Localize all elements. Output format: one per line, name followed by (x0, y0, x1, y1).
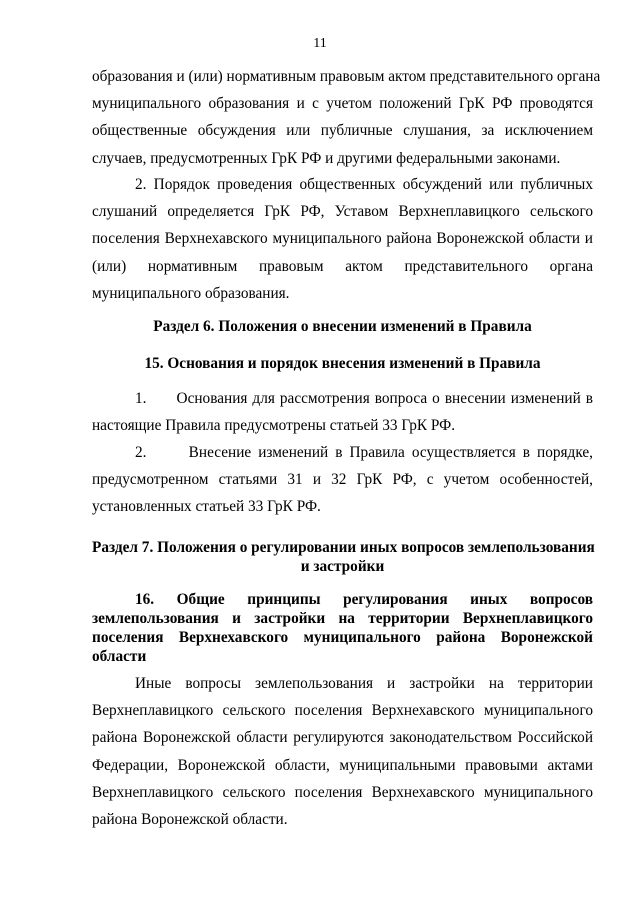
heading-line: поселения Верхнехавского муниципального района Воронежской (92, 629, 593, 646)
paragraph-2-procedure (92, 171, 593, 307)
text-line: 2. Внесение изменений в Правила осуществляется в порядке, (135, 444, 593, 461)
text-line: района Воронежской области регулируются законодательством Российской (92, 729, 593, 747)
text-line: Иные вопросы землепользования и застройки на территории (135, 675, 593, 692)
text-line: Верхнеплавицкого сельского поселения Верхнехавского муниципального (92, 702, 593, 720)
text-line: образования и (или) нормативным правовым актом представительного органа (92, 68, 601, 85)
text-line: Федерации, Воронежской области, муниципальными правовыми актами (92, 756, 593, 774)
text-line: настоящие Правила предусмотрены статьей 33 ГрК РФ. (92, 417, 456, 435)
text-line: предусмотренном статьями 31 и 32 ГрК РФ, с учетом особенностей, (92, 471, 593, 489)
heading-line: 16. Общие принципы регулирования иных вопросов (135, 591, 593, 608)
text-line: 2. Порядок проведения общественных обсуждений или публичных (135, 176, 593, 193)
article-15-heading: 15. Основания и порядок внесения изменений в Правила (144, 355, 541, 372)
paragraph-continuation (92, 63, 601, 172)
text-line: (или) нормативным правовым актом представительного органа (92, 257, 593, 275)
text-line: общественные обсуждения или публичные слушания, за исключением (92, 122, 593, 140)
section-6-heading: Раздел 6. Положения о внесении изменений в Правила (153, 318, 532, 335)
heading-line: и застройки (300, 558, 385, 575)
text-line: случаев, предусмотренных ГрК РФ и другими федеральными законами. (92, 149, 561, 167)
text-line: установленных статьей 33 ГрК РФ. (92, 498, 321, 516)
section-7-heading (92, 538, 593, 576)
heading-line: землепользования и застройки на территории Верхнеплавицкого (92, 610, 593, 627)
text-line: слушаний определяется ГрК РФ, Уставом Верхнеплавицкого сельского (92, 203, 593, 221)
paragraph-16-body (92, 670, 593, 833)
text-line: поселения Верхнехавского муниципального района Воронежской области и (92, 230, 593, 248)
page-number: 11 (313, 36, 327, 51)
article-16-heading (92, 590, 593, 666)
text-line: 1. Основания для рассмотрения вопроса о внесении изменений в (135, 390, 593, 407)
paragraph-15-1 (92, 385, 593, 439)
text-line: муниципального образования и с учетом положений ГрК РФ проводятся (92, 95, 593, 113)
text-line: муниципального образования. (92, 284, 290, 302)
text-line: района Воронежской области. (92, 810, 288, 828)
heading-line: Раздел 7. Положения о регулировании иных вопросов землепользования (92, 539, 595, 556)
text-line: Верхнеплавицкого сельского поселения Верхнехавского муниципального (92, 783, 593, 801)
paragraph-15-2 (92, 439, 593, 521)
heading-line: области (92, 648, 147, 665)
